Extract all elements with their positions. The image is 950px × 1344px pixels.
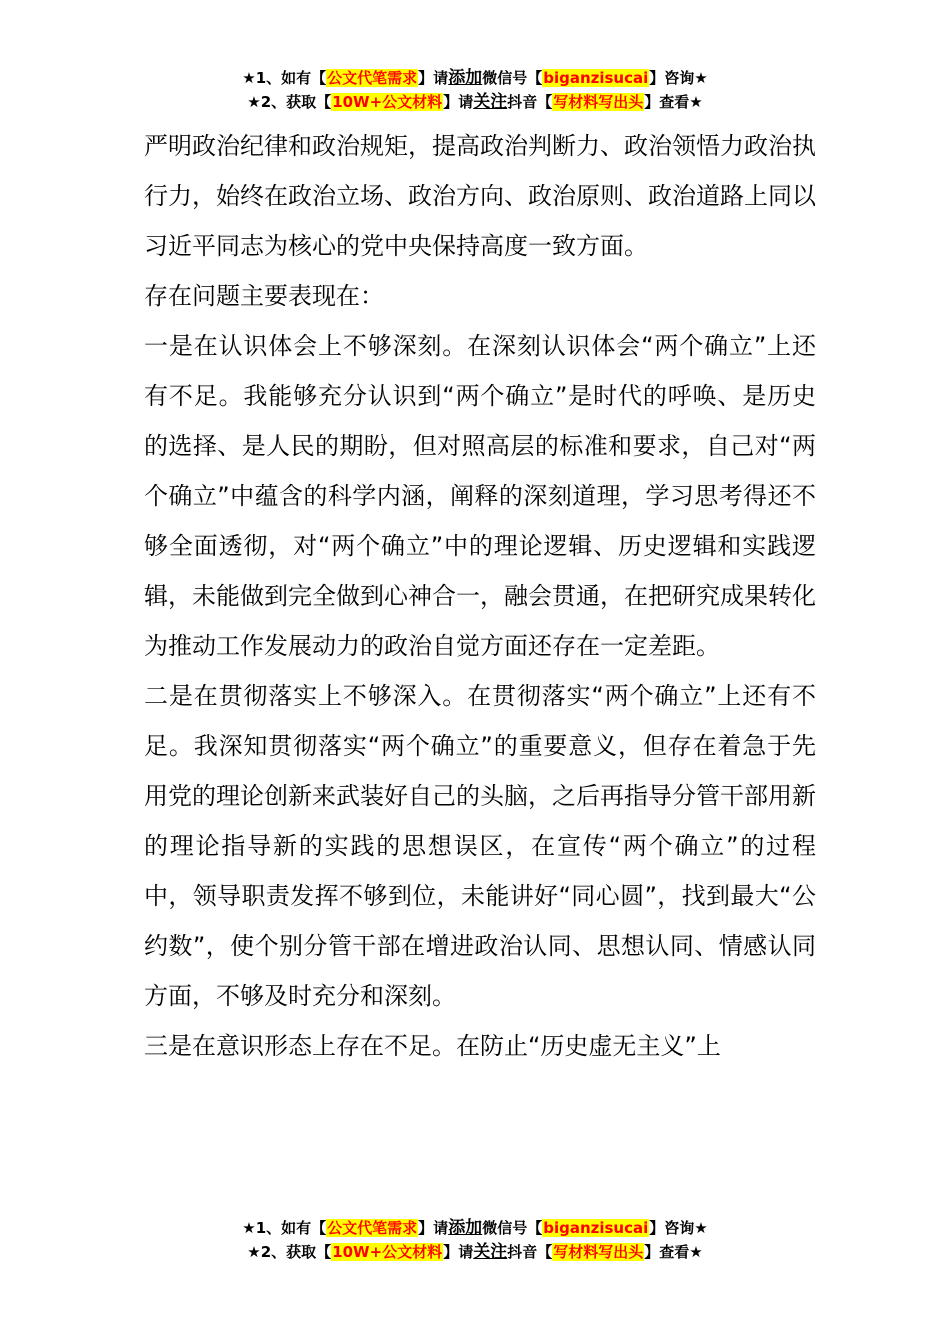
footer-line-2 bbox=[0, 1240, 950, 1264]
footer-line-2-prefix: ★2、获取【 bbox=[247, 1243, 332, 1261]
header-line-1-highlight-wechat: biganzisucai bbox=[543, 69, 649, 87]
body-paragraph-3: 一是在认识体会上不够深刻。在深刻认识体会“两个确立”上还有不足。我能够充分认识到“两个确立”是时代的呼唤、是历史的选择、是人民的期盼，但对照高层的标准和要求，自己对“两个确立”中蕴含的科学内涵，阐释的深刻道理，学习思考得还不够全面透彻，对“两个确立”中的理论逻辑、历史逻辑和实践逻辑，未能做到完全做到心神合一，融会贯通，在把研究成果转化为推动工作发展动力的政治自觉方面还存在一定差距。 bbox=[144, 332, 816, 660]
header-line-2-prefix: ★2、获取【 bbox=[247, 93, 332, 111]
header-banner bbox=[0, 66, 950, 114]
header-line-1-text-2: 微信号【 bbox=[482, 69, 543, 87]
footer-line-2-text-2: 抖音【 bbox=[507, 1243, 553, 1261]
footer-line-1 bbox=[0, 1216, 950, 1240]
footer-line-1-suffix: 】咨询★ bbox=[649, 1219, 708, 1237]
footer-line-2-text: 】请 bbox=[443, 1243, 474, 1261]
body-paragraph-2: 存在问题主要表现在： bbox=[144, 282, 384, 310]
footer-line-1-highlight-wechat: biganzisucai bbox=[543, 1219, 649, 1237]
body-paragraph-4: 二是在贯彻落实上不够深入。在贯彻落实“两个确立”上还有不足。我深知贯彻落实“两个确立”的重要意义，但存在着急于先用党的理论创新来武装好自己的头脑，之后再指导分管干部用新的理论指导新的实践的思想误区，在宣传“两个确立”的过程中，领导职责发挥不够到位，未能讲好“同心圆”，找到最大“公约数”，使个别分管干部在增进政治认同、思想认同、情感认同方面，不够及时充分和深刻。 bbox=[144, 682, 816, 1010]
header-line-1-highlight-service: 公文代笔需求 bbox=[327, 69, 418, 87]
footer-banner bbox=[0, 1216, 950, 1264]
footer-line-2-emphasis: 关注 bbox=[473, 1242, 508, 1262]
header-line-1-emphasis: 添加 bbox=[448, 68, 483, 88]
footer-line-2-highlight-douyin: 写材料写出头 bbox=[553, 1243, 644, 1261]
footer-line-2-highlight-materials: 10W+公文材料 bbox=[332, 1243, 443, 1261]
header-line-2-suffix: 】查看★ bbox=[644, 93, 703, 111]
document-body bbox=[144, 121, 816, 1071]
footer-line-2-suffix: 】查看★ bbox=[644, 1243, 703, 1261]
body-paragraph-1: 严明政治纪律和政治规矩，提高政治判断力、政治领悟力政治执行力，始终在政治立场、政治方向、政治原则、政治道路上同以习近平同志为核心的党中央保持高度一致方面。 bbox=[144, 132, 816, 260]
header-line-1-text: 】请 bbox=[418, 69, 449, 87]
footer-line-1-prefix: ★1、如有【 bbox=[242, 1219, 327, 1237]
header-line-2-text: 】请 bbox=[443, 93, 474, 111]
header-line-1-prefix: ★1、如有【 bbox=[242, 69, 327, 87]
footer-line-1-text: 】请 bbox=[418, 1219, 449, 1237]
footer-line-1-highlight-service: 公文代笔需求 bbox=[327, 1219, 418, 1237]
header-line-2-text-2: 抖音【 bbox=[507, 93, 553, 111]
footer-line-1-text-2: 微信号【 bbox=[482, 1219, 543, 1237]
header-line-2-emphasis: 关注 bbox=[473, 92, 508, 112]
body-paragraph-5: 三是在意识形态上存在不足。在防止“历史虚无主义”上 bbox=[144, 1032, 721, 1060]
header-line-1 bbox=[0, 66, 950, 90]
header-line-2-highlight-douyin: 写材料写出头 bbox=[553, 93, 644, 111]
footer-line-1-emphasis: 添加 bbox=[448, 1218, 483, 1238]
header-line-2-highlight-materials: 10W+公文材料 bbox=[332, 93, 443, 111]
header-line-2 bbox=[0, 90, 950, 114]
header-line-1-suffix: 】咨询★ bbox=[649, 69, 708, 87]
